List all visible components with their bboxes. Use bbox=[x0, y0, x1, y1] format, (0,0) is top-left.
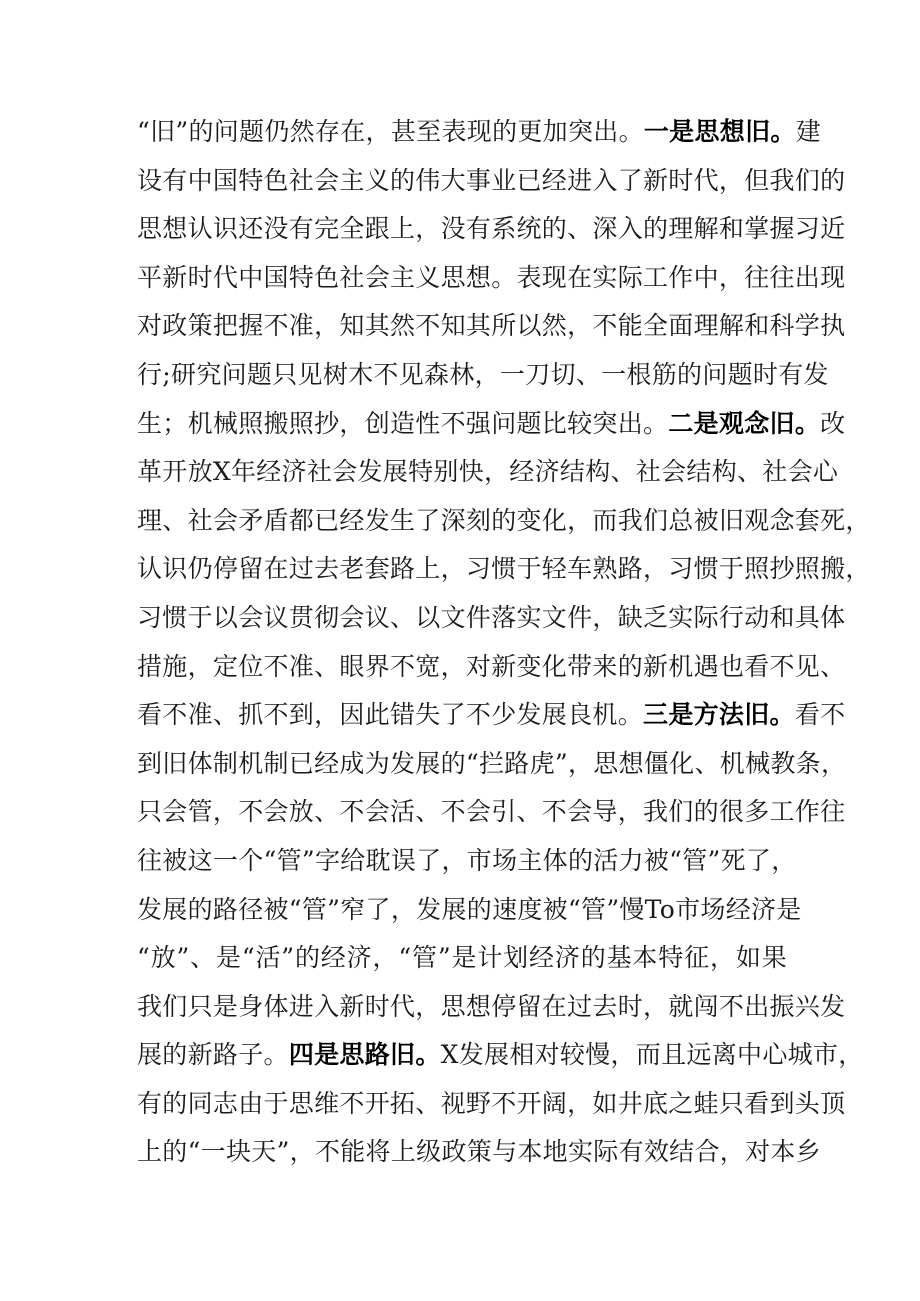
text-line bbox=[137, 157, 846, 206]
text-segment: 有的同志由于思维不开拓、视野不开阔，如井底之蛙只看到头顶 bbox=[137, 1088, 846, 1118]
text-segment: 生；机械照搬照抄，创造性不强问题比较突出。 bbox=[137, 408, 669, 438]
text-line bbox=[137, 545, 871, 594]
text-line bbox=[137, 886, 802, 935]
text-line bbox=[137, 740, 847, 789]
text-line bbox=[137, 108, 821, 157]
text-line bbox=[137, 400, 846, 449]
text-line bbox=[137, 205, 846, 254]
text-segment: 习惯于以会议贯彻会议、以文件落实文件，缺乏实际行动和具体 bbox=[137, 602, 846, 632]
text-line bbox=[137, 934, 787, 983]
text-line bbox=[137, 1080, 846, 1129]
text-segment: 我们只是身体进入新时代，思想停留在过去时，就闯不出振兴发 bbox=[137, 991, 846, 1021]
text-segment: 设有中国特色社会主义的伟大事业已经进入了新时代，但我们的 bbox=[137, 165, 846, 195]
text-segment: 展的新路子。 bbox=[137, 1040, 289, 1070]
text-segment: 理、社会矛盾都已经发生了深刻的变化，而我们总被旧观念套死， bbox=[137, 505, 871, 535]
text-line bbox=[137, 497, 871, 546]
text-line bbox=[137, 837, 797, 886]
text-segment: 改 bbox=[820, 408, 846, 438]
text-segment: 往被这一个“管”字给耽误了，市场主体的活力被“管”死了， bbox=[137, 845, 797, 875]
bold-heading-text: 二是观念旧。 bbox=[668, 408, 821, 438]
text-line bbox=[137, 351, 829, 400]
bold-heading-text: 一是思想旧。 bbox=[643, 117, 796, 146]
text-segment: 看不 bbox=[794, 700, 846, 730]
text-segment: 革开放X年经济社会发展特别快，经济结构、社会结构、社会心 bbox=[137, 457, 839, 487]
text-line bbox=[137, 1031, 864, 1080]
text-segment: 平新时代中国特色社会主义思想。表现在实际工作中，往往出现 bbox=[137, 262, 846, 292]
text-segment: 只会管，不会放、不会活、不会引、不会导，我们的很多工作往 bbox=[137, 797, 846, 827]
text-line bbox=[137, 643, 846, 692]
text-segment: 发展的路径被“管”窄了，发展的速度被“管”慢To市场经济是 bbox=[137, 894, 802, 924]
text-line bbox=[137, 691, 846, 740]
text-line bbox=[137, 594, 846, 643]
body-paragraph bbox=[137, 108, 871, 1177]
text-segment: “放”、是“活”的经济，“管”是计划经济的基本特征，如果 bbox=[137, 943, 787, 973]
text-line bbox=[137, 302, 846, 351]
text-segment: 对政策把握不准，知其然不知其所以然，不能全面理解和科学执 bbox=[137, 311, 846, 341]
text-line bbox=[137, 254, 846, 303]
text-segment: 行;研究问题只见树木不见森林，一刀切、一根筋的问题时有发 bbox=[137, 359, 829, 389]
text-segment: 看不准、抓不到，因此错失了不少发展良机。 bbox=[137, 700, 644, 730]
bold-heading-text: 四是思路旧。 bbox=[288, 1040, 441, 1070]
text-line bbox=[137, 788, 846, 837]
text-segment: 思想认识还没有完全跟上，没有系统的、深入的理解和掌握习近 bbox=[137, 214, 846, 244]
text-segment: 上的“一块天”，不能将上级政策与本地实际有效结合，对本乡 bbox=[137, 1137, 821, 1167]
text-segment: X发展相对较慢，而且远离中心城市， bbox=[440, 1040, 864, 1070]
text-segment: 措施，定位不准、眼界不宽，对新变化带来的新机遇也看不见、 bbox=[137, 651, 846, 681]
text-segment: 建 bbox=[795, 117, 821, 146]
text-segment: 到旧体制机制已经成为发展的“拦路虎”，思想僵化、机械教条， bbox=[137, 748, 847, 778]
bold-heading-text: 三是方法旧。 bbox=[643, 700, 795, 730]
text-segment: 认识仍停留在过去老套路上，习惯于轻车熟路，习惯于照抄照搬， bbox=[137, 554, 871, 584]
text-line bbox=[137, 448, 839, 497]
text-segment: “旧”的问题仍然存在，甚至表现的更加突出。 bbox=[137, 117, 644, 146]
text-line bbox=[137, 1128, 821, 1177]
text-line bbox=[137, 983, 846, 1032]
